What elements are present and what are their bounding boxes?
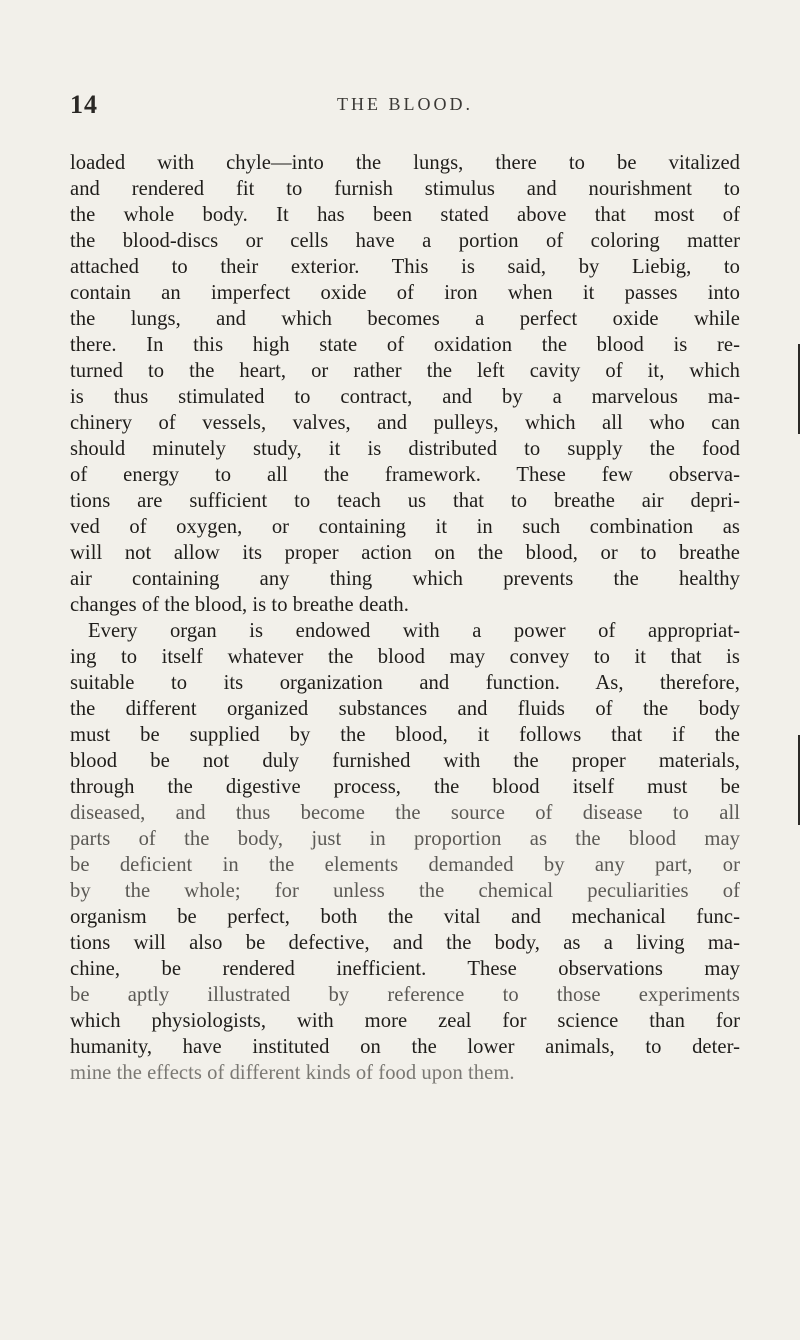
text-line: will not allow its proper action on the blood, or to breathe [70,542,740,564]
text-line: the blood-discs or cells have a portion of coloring matter [70,230,740,252]
text-line: of energy to all the framework. These few observa- [70,464,740,486]
text-line: the different organized substances and fluids of the body [70,698,740,720]
text-line: the whole body. It has been stated above that most of [70,204,740,226]
text-line: is thus stimulated to contract, and by a marvelous ma- [70,386,740,408]
text-line: must be supplied by the blood, it follows that if the [70,724,740,746]
text-line: by the whole; for unless the chemical peculiarities of [70,880,740,902]
text-line: chine, be rendered inefficient. These observations may [70,958,740,980]
text-line: which physiologists, with more zeal for science than for [70,1010,740,1032]
text-line: parts of the body, just in proportion as the blood may [70,828,740,850]
text-line: tions will also be defective, and the body, as a living ma- [70,932,740,954]
text-line: turned to the heart, or rather the left cavity of it, which [70,360,740,382]
text-line: there. In this high state of oxidation the blood is re- [70,334,740,356]
running-title: THE BLOOD. [337,94,473,114]
text-line: loaded with chyle—into the lungs, there to be vitalized [70,152,740,174]
text-line: humanity, have instituted on the lower animals, to deter- [70,1036,740,1058]
body-text [70,150,740,1086]
text-line: ing to itself whatever the blood may convey to it that is [70,646,740,668]
text-line: Every organ is endowed with a power of appropriat- [88,620,740,642]
text-line: attached to their exterior. This is said, by Liebig, to [70,256,740,278]
text-line: organism be perfect, both the vital and mechanical func- [70,906,740,928]
text-line: contain an imperfect oxide of iron when it passes into [70,282,740,304]
text-line: be deficient in the elements demanded by any part, or [70,854,740,876]
text-line: the lungs, and which becomes a perfect oxide while [70,308,740,330]
text-line: diseased, and thus become the source of disease to all [70,802,740,824]
text-line: mine the effects of different kinds of food upon them. [70,1062,515,1084]
text-line: be aptly illustrated by reference to those experiments [70,984,740,1006]
text-line: changes of the blood, is to breathe death. [70,594,409,616]
text-line: tions are sufficient to teach us that to breathe air depri- [70,490,740,512]
text-line: and rendered fit to furnish stimulus and nourishment to [70,178,740,200]
text-line: air containing any thing which prevents the healthy [70,568,740,590]
text-line: should minutely study, it is distributed to supply the food [70,438,740,460]
page-number: 14 [70,90,98,119]
text-line: through the digestive process, the blood itself must be [70,776,740,798]
page-header [70,90,740,126]
text-line: chinery of vessels, valves, and pulleys, which all who can [70,412,740,434]
text-line: blood be not duly furnished with the proper materials, [70,750,740,772]
text-line: ved of oxygen, or containing it in such combination as [70,516,740,538]
text-line: suitable to its organization and function. As, therefore, [70,672,740,694]
